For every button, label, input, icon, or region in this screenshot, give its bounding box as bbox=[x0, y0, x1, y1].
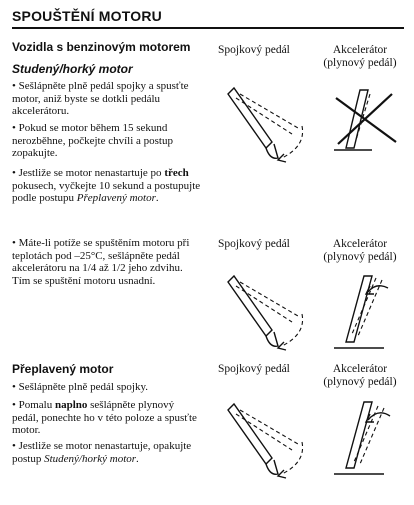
accelerator-label-3-line2: (plynový pedál) bbox=[323, 376, 397, 388]
accelerator-label-1 bbox=[312, 44, 408, 70]
accelerator-fully-pressed-illustration bbox=[330, 398, 404, 482]
cold-hot-reference: Studený/horký motor bbox=[44, 452, 137, 465]
paragraph-flooded-repeat bbox=[12, 440, 202, 465]
paragraph-low-temperature: • Máte-li potíže se spuštěním motoru při teplotách pod –25°C, sešlápněte pedál akcelerátoru na 1/4 až 1/2 jeho zdvihu. Tím se spuštění motoru usnadní. bbox=[12, 237, 190, 287]
three-attempts-bold: třech bbox=[164, 167, 189, 179]
accelerator-label-2 bbox=[312, 238, 408, 264]
three-attempts-text-c: pokusech, vyčkejte 10 sekund a postupujte podle postupu bbox=[12, 179, 201, 204]
paragraph-flooded-clutch: • Sešlápněte plně pedál spojky. bbox=[12, 381, 149, 393]
paragraph-start-clutch: • Sešlápněte plně pedál spojky a spusťte motor, aniž byste se dotkli pedálu akcelerátoru. bbox=[12, 80, 189, 117]
flooded-accel-text-c: sešlápněte plynový pedál, ponechte ho v této poloze a spusťte motor. bbox=[12, 399, 197, 436]
accelerator-label-1-line2: (plynový pedál) bbox=[323, 57, 397, 69]
three-attempts-text-a: • Jestliže se motor nenastartuje po bbox=[12, 167, 165, 179]
subheading-cold-hot: Studený/horký motor bbox=[12, 62, 133, 76]
section-heading-petrol: Vozidla s benzinovým motorem bbox=[12, 40, 191, 54]
flooded-reference: Přeplavený motor bbox=[76, 192, 156, 204]
clutch-pedal-pressed-illustration bbox=[222, 84, 312, 168]
page-title: SPOUŠTĚNÍ MOTORU bbox=[12, 8, 162, 24]
clutch-pedal-label-3: Spojkový pedál bbox=[218, 363, 290, 375]
flooded-repeat-text-a: • Jestliže se motor nenastartuje, opakujte postup bbox=[12, 440, 192, 465]
paragraph-three-attempts bbox=[12, 167, 202, 205]
accelerator-label-1-line1: Akcelerátor bbox=[332, 44, 388, 56]
title-rule bbox=[12, 27, 404, 29]
flooded-accel-bold: naplno bbox=[54, 399, 88, 411]
accelerator-label-3 bbox=[312, 363, 408, 389]
flooded-repeat-text-c: . bbox=[136, 452, 139, 465]
paragraph-retry bbox=[12, 122, 202, 160]
accelerator-partly-pressed-illustration bbox=[330, 272, 404, 356]
paragraph-flooded-accelerator bbox=[12, 399, 202, 437]
clutch-pedal-pressed-illustration-2 bbox=[222, 272, 312, 356]
accelerator-label-3-line1: Akcelerátor bbox=[332, 363, 388, 375]
clutch-pedal-label-1: Spojkový pedál bbox=[218, 44, 290, 56]
accelerator-not-pressed-illustration bbox=[330, 84, 404, 164]
clutch-pedal-pressed-illustration-3 bbox=[222, 400, 312, 484]
three-attempts-text-e: . bbox=[155, 192, 159, 204]
accelerator-label-2-line1: Akcelerátor bbox=[332, 238, 388, 250]
retry-text: • Pokud se motor během 15 sekund nerozběhne, počkejte chvíli a postup zopakujte. bbox=[12, 122, 173, 159]
section-heading-flooded: Přeplavený motor bbox=[12, 362, 114, 376]
accelerator-label-2-line2: (plynový pedál) bbox=[323, 251, 397, 263]
flooded-accel-text-a: • Pomalu bbox=[12, 399, 55, 411]
clutch-pedal-label-2: Spojkový pedál bbox=[218, 238, 290, 250]
